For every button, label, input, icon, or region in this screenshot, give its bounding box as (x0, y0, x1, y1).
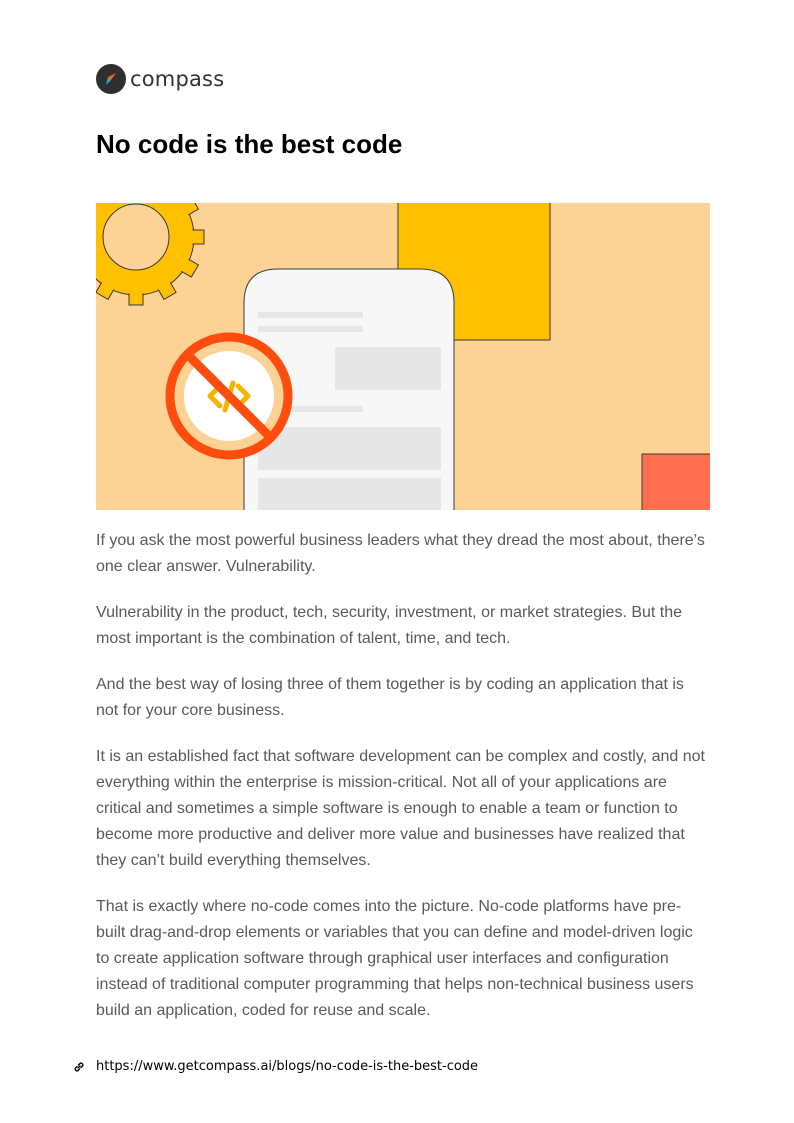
prohibited-sign-icon (170, 337, 288, 455)
brand-logo[interactable] (96, 63, 224, 95)
article-body (96, 528, 706, 1044)
hero-illustration (96, 203, 710, 510)
paragraph: And the best way of losing three of them together is by coding an application that is not for your core business. (96, 676, 684, 719)
paragraph: That is exactly where no-code comes into the picture. No-code platforms have pre-built drag-and-drop elements or variables that you can define and model-driven logic to create application software through graphical user interfaces and configuration instead of traditional computer programming that helps non-technical business users build an application, coded for reuse and scale. (96, 898, 694, 1019)
brand-name: compass (130, 67, 225, 91)
paragraph: Vulnerability in the product, tech, security, investment, or market strategies. But the most important is the combination of talent, time, and tech. (96, 604, 683, 647)
source-url[interactable]: https://www.getcompass.ai/blogs/no-code-is-the-best-code (96, 1059, 479, 1074)
page-title: No code is the best code (96, 129, 403, 159)
source-link[interactable] (72, 1056, 478, 1078)
link-icon (72, 1060, 86, 1074)
paragraph: If you ask the most powerful business leaders what they dread the most about, there’s one clear answer. Vulnerability. (96, 532, 705, 575)
compass-needle-icon (96, 64, 126, 94)
paragraph: It is an established fact that software development can be complex and costly, and not everything within the enterprise is mission-critical. Not all of your applications are critical and sometimes a simple software is enough to enable a team or function to become more productive and deliver more value and businesses have realized that they can’t build everything themselves. (96, 748, 705, 869)
